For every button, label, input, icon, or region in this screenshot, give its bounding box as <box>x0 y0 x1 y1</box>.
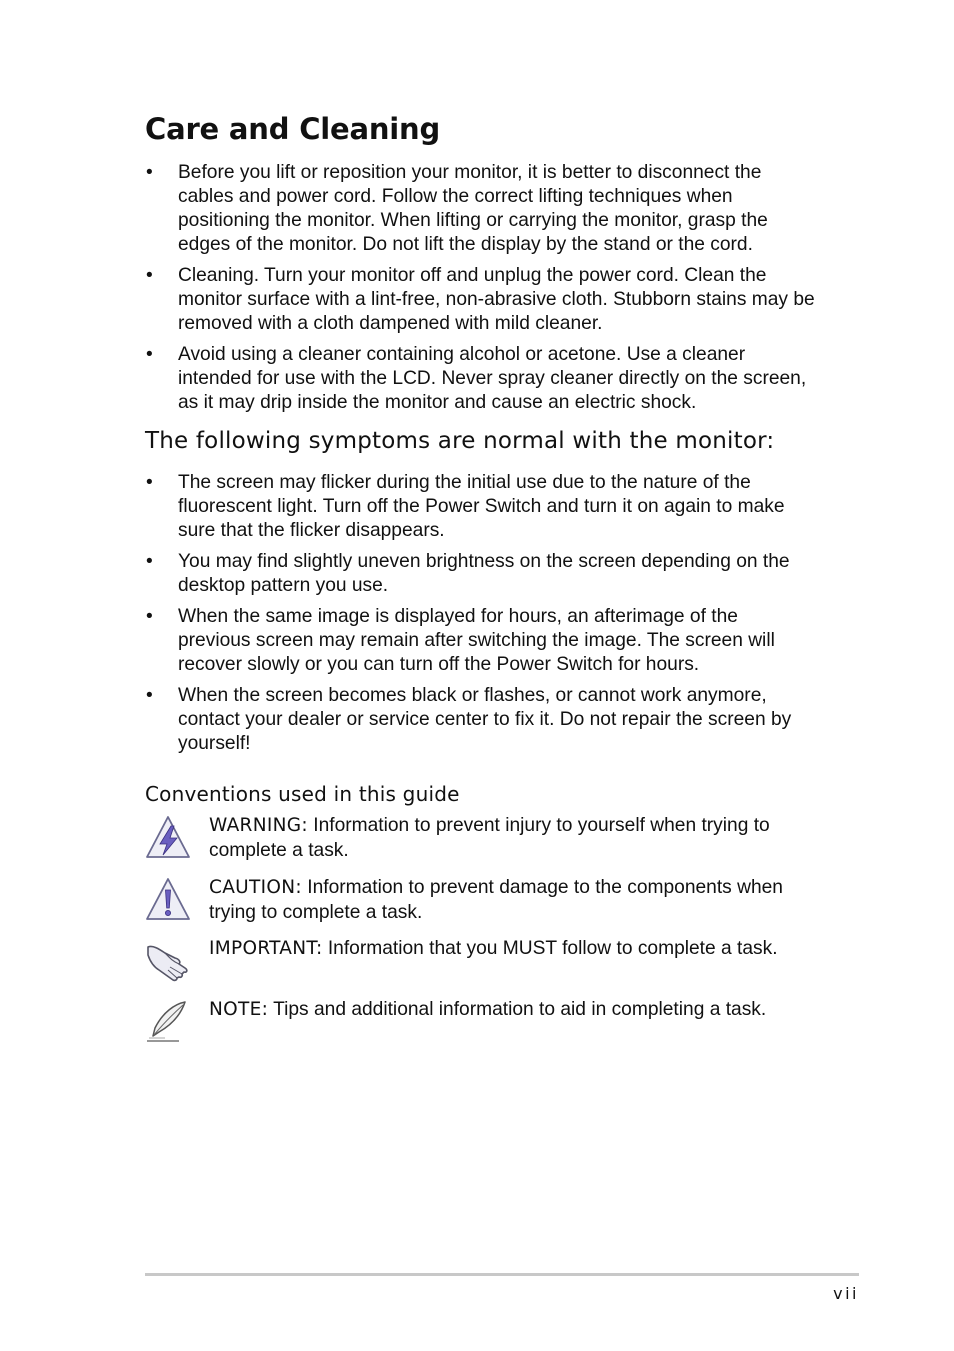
bullet-icon: • <box>146 685 153 706</box>
list-item: • Before you lift or reposition your monitor, it is better to disconnect the cables and power cord. Follow the correct lifting techniques when positioning the monitor. When lifting or carrying the monitor, grasp the edges of the monitor. Do not lift the display by the stand or the cord. <box>146 162 768 255</box>
note-text: NOTE: Tips and additional information to aid in completing a task. <box>209 999 767 1020</box>
symptoms-list <box>145 471 815 763</box>
caution-exclamation-icon <box>145 876 191 922</box>
conventions-heading: Conventions used in this guide <box>145 782 460 806</box>
bullet-icon: • <box>146 265 153 286</box>
care-list <box>145 161 815 422</box>
list-item: • The screen may flicker during the initial use due to the nature of the fluorescent light. Turn off the Power Switch and turn it on again to make sure that the flicker disappears. <box>146 472 785 541</box>
caution-text: CAUTION: Information to prevent damage to the components when trying to complete a task. <box>209 877 783 923</box>
bullet-icon: • <box>146 344 153 365</box>
list-item: • You may find slightly uneven brightness on the screen depending on the desktop pattern you use. <box>146 551 790 596</box>
warning-text: WARNING: Information to prevent injury to yourself when trying to complete a task. <box>209 815 770 861</box>
footer-divider <box>145 1273 859 1276</box>
warning-lightning-icon <box>145 814 191 860</box>
note-quill-icon <box>145 998 191 1044</box>
bullet-icon: • <box>146 472 153 493</box>
page-title: Care and Cleaning <box>145 112 441 146</box>
page-number: vii <box>833 1284 859 1303</box>
bullet-icon: • <box>146 551 153 572</box>
list-item: • When the same image is displayed for hours, an afterimage of the previous screen may remain after switching the image. The screen will recover slowly or you can turn off the Power Switch for hours. <box>146 606 775 675</box>
symptoms-heading: The following symptoms are normal with the monitor: <box>145 428 775 454</box>
important-hand-icon <box>145 937 191 983</box>
list-item: • When the screen becomes black or flashes, or cannot work anymore, contact your dealer or service center to fix it. Do not repair the screen by yourself! <box>146 685 792 754</box>
important-text: IMPORTANT: Information that you MUST follow to complete a task. <box>209 938 778 959</box>
list-item: • Avoid using a cleaner containing alcohol or acetone. Use a cleaner intended for use with the LCD. Never spray cleaner directly on the screen, as it may drip inside the monitor and cause an electric shock. <box>146 344 807 413</box>
bullet-icon: • <box>146 606 153 627</box>
list-item: • Cleaning. Turn your monitor off and unplug the power cord. Clean the monitor surface with a lint-free, non-abrasive cloth. Stubborn stains may be removed with a cloth dampened with mild cleaner. <box>146 265 815 334</box>
bullet-icon: • <box>146 162 153 183</box>
